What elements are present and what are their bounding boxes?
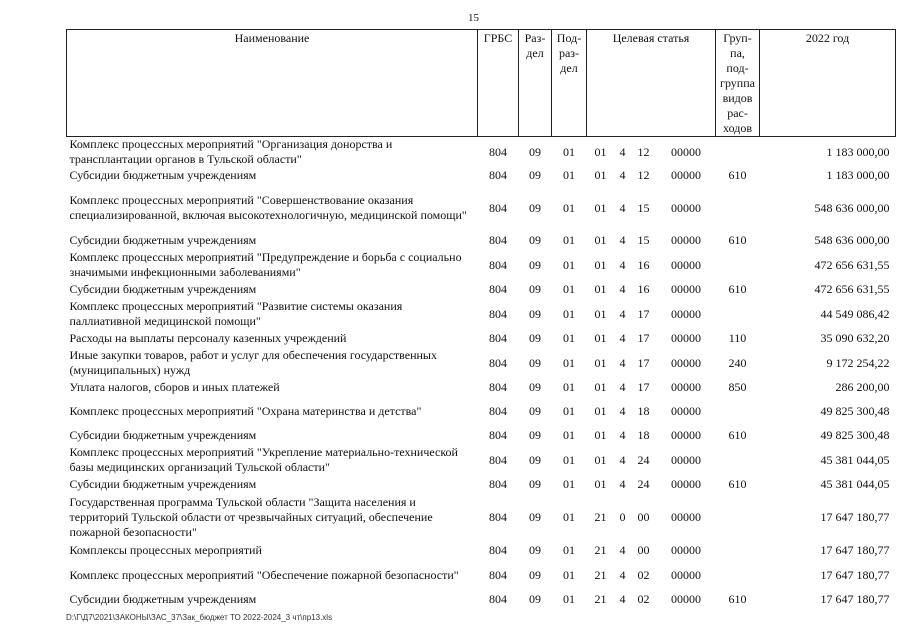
row-target-program: 21 — [594, 510, 607, 524]
row-razdel: 09 — [529, 306, 541, 321]
row-target-complex: 00 — [637, 543, 650, 557]
row-grbs: 804 — [489, 543, 507, 557]
row-amount: 17 647 180,77 — [820, 567, 890, 582]
row-expense-group: 610 — [728, 477, 747, 491]
row-expense-group: 610 — [728, 428, 747, 442]
row-target-program: 01 — [594, 477, 607, 491]
row-expense-group — [716, 298, 760, 330]
row-razdel: 09 — [529, 233, 541, 247]
row-target-program: 01 — [594, 355, 607, 370]
table-row — [67, 379, 896, 396]
row-target-program: 01 — [594, 257, 607, 272]
row-razdel: 09 — [529, 282, 541, 296]
row-razdel: 09 — [529, 592, 541, 606]
row-amount: 286 200,00 — [835, 380, 890, 394]
row-name: Уплата налогов, сборов и иных платежей — [69, 380, 280, 394]
row-target-complex: 17 — [637, 306, 650, 321]
row-target-type: 4 — [619, 306, 626, 321]
row-name: Комплекс процессных мероприятий "Развитие системы оказания паллиативной медицинской помощи" — [69, 299, 403, 328]
header-grbs: ГРБС — [478, 30, 519, 137]
row-target-type: 4 — [619, 477, 626, 491]
table-row — [67, 281, 896, 298]
row-target-type: 4 — [619, 380, 626, 394]
row-podrazdel: 01 — [563, 168, 575, 182]
table-row — [67, 347, 896, 379]
row-target-direction: 00000 — [671, 428, 701, 442]
row-podrazdel: 01 — [563, 144, 575, 159]
row-target-complex: 02 — [637, 567, 650, 582]
row-target-program: 01 — [594, 144, 607, 159]
row-target-complex: 16 — [637, 257, 650, 272]
row-target-type: 4 — [619, 355, 626, 370]
header-name: Наименование — [67, 30, 478, 137]
row-target-complex: 17 — [637, 355, 650, 370]
row-razdel: 09 — [529, 510, 541, 524]
row-name: Расходы на выплаты персоналу казенных учреждений — [69, 331, 347, 345]
row-target-program: 01 — [594, 404, 607, 418]
row-razdel: 09 — [529, 567, 541, 582]
row-expense-group — [716, 184, 760, 232]
row-expense-group: 850 — [728, 380, 747, 394]
row-grbs: 804 — [489, 282, 507, 296]
row-name: Комплекс процессных мероприятий "Организация донорства и трансплантации органов в Тульской области" — [69, 137, 393, 166]
row-target-complex: 02 — [637, 592, 650, 606]
table-row — [67, 542, 896, 559]
row-grbs: 804 — [489, 233, 507, 247]
row-target-direction: 00000 — [671, 355, 701, 370]
row-podrazdel: 01 — [563, 592, 575, 606]
row-target-type: 4 — [619, 592, 626, 606]
row-target-type: 4 — [619, 144, 626, 159]
row-target-complex: 18 — [637, 404, 650, 418]
row-amount: 1 183 000,00 — [826, 144, 890, 159]
row-amount: 548 636 000,00 — [814, 233, 890, 247]
row-expense-group: 610 — [728, 233, 747, 247]
row-target-type: 4 — [619, 543, 626, 557]
row-razdel: 09 — [529, 144, 541, 159]
row-target-program: 01 — [594, 306, 607, 321]
row-target-direction: 00000 — [671, 567, 701, 582]
row-podrazdel: 01 — [563, 282, 575, 296]
row-target-program: 01 — [594, 168, 607, 182]
row-name: Субсидии бюджетным учреждениям — [69, 428, 257, 442]
row-amount: 45 381 044,05 — [820, 477, 890, 491]
row-name: Комплекс процессных мероприятий "Совершенствование оказания специализированной, включая высокотехнологичную, медицинской помощи" — [69, 193, 467, 222]
table-row — [67, 249, 896, 281]
row-target-program: 01 — [594, 282, 607, 296]
row-amount: 17 647 180,77 — [820, 592, 890, 606]
row-target-type: 4 — [619, 282, 626, 296]
row-razdel: 09 — [529, 200, 541, 215]
table-row — [67, 493, 896, 542]
row-target-type: 4 — [619, 428, 626, 442]
row-expense-group — [716, 249, 760, 281]
row-podrazdel: 01 — [563, 477, 575, 491]
row-target-direction: 00000 — [671, 233, 701, 247]
row-amount: 1 183 000,00 — [826, 168, 890, 182]
row-target-direction: 00000 — [671, 257, 701, 272]
row-podrazdel: 01 — [563, 428, 575, 442]
budget-table — [66, 29, 896, 608]
row-name: Комплекс процессных мероприятий "Укрепление материально-технической базы медицинских организаций Тульской области" — [69, 445, 458, 474]
row-expense-group — [716, 137, 760, 168]
row-target-type: 4 — [619, 168, 626, 182]
row-amount: 472 656 631,55 — [814, 282, 890, 296]
row-grbs: 804 — [489, 567, 507, 582]
row-podrazdel: 01 — [563, 257, 575, 272]
row-name: Субсидии бюджетным учреждениям — [69, 168, 257, 182]
row-grbs: 804 — [489, 355, 507, 370]
row-expense-group: 610 — [728, 282, 747, 296]
row-podrazdel: 01 — [563, 306, 575, 321]
row-target-type: 4 — [619, 452, 626, 467]
table-row — [67, 591, 896, 608]
row-target-complex: 24 — [637, 477, 650, 491]
row-target-complex: 15 — [637, 200, 650, 215]
row-target-program: 01 — [594, 428, 607, 442]
row-expense-group — [716, 396, 760, 427]
row-target-program: 01 — [594, 233, 607, 247]
table-row — [67, 444, 896, 476]
row-grbs: 804 — [489, 168, 507, 182]
row-expense-group: 610 — [728, 168, 747, 182]
row-expense-group: 610 — [728, 592, 747, 606]
row-target-complex: 18 — [637, 428, 650, 442]
row-target-direction: 00000 — [671, 380, 701, 394]
row-razdel: 09 — [529, 428, 541, 442]
row-name: Государственная программа Тульской области "Защита населения и территорий Тульской области от чрезвычайных ситуаций, обеспечение пожарной безопасности" — [69, 495, 433, 539]
row-target-program: 01 — [594, 452, 607, 467]
row-target-direction: 00000 — [671, 282, 701, 296]
row-amount: 35 090 632,20 — [820, 331, 890, 345]
row-expense-group: 110 — [728, 331, 747, 345]
header-row — [67, 30, 896, 137]
table-row — [67, 137, 896, 168]
row-grbs: 804 — [489, 510, 507, 524]
row-razdel: 09 — [529, 380, 541, 394]
row-target-direction: 00000 — [671, 477, 701, 491]
row-target-direction: 00000 — [671, 510, 701, 524]
header-podrazdel: Под- раз- дел — [552, 30, 587, 137]
row-razdel: 09 — [529, 257, 541, 272]
row-target-complex: 15 — [637, 233, 650, 247]
row-expense-group — [716, 559, 760, 591]
row-target-program: 01 — [594, 331, 607, 345]
row-razdel: 09 — [529, 355, 541, 370]
row-target-direction: 00000 — [671, 404, 701, 418]
row-target-program: 21 — [594, 592, 607, 606]
row-name: Субсидии бюджетным учреждениям — [69, 477, 257, 491]
row-target-complex: 24 — [637, 452, 650, 467]
row-name: Иные закупки товаров, работ и услуг для обеспечения государственных (муниципальных) нужд — [69, 348, 437, 377]
row-podrazdel: 01 — [563, 355, 575, 370]
row-grbs: 804 — [489, 257, 507, 272]
row-target-program: 21 — [594, 567, 607, 582]
row-name: Комплекс процессных мероприятий "Предупреждение и борьба с социально значимыми инфекционными заболеваниями" — [69, 250, 462, 279]
row-name: Комплексы процессных мероприятий — [69, 543, 262, 557]
row-name: Комплекс процессных мероприятий "Охрана материнства и детства" — [69, 404, 422, 418]
header-razdel: Раз- дел — [519, 30, 552, 137]
row-name: Субсидии бюджетным учреждениям — [69, 233, 257, 247]
row-target-complex: 17 — [637, 331, 650, 345]
row-target-complex: 16 — [637, 282, 650, 296]
row-podrazdel: 01 — [563, 200, 575, 215]
row-grbs: 804 — [489, 331, 507, 345]
row-name: Субсидии бюджетным учреждениям — [69, 592, 257, 606]
row-target-type: 4 — [619, 233, 626, 247]
table-row — [67, 559, 896, 591]
row-target-direction: 00000 — [671, 543, 701, 557]
row-grbs: 804 — [489, 306, 507, 321]
row-expense-group: 240 — [728, 355, 747, 370]
row-expense-group — [716, 444, 760, 476]
row-podrazdel: 01 — [563, 404, 575, 418]
row-podrazdel: 01 — [563, 543, 575, 557]
table-row — [67, 184, 896, 232]
row-target-complex: 00 — [637, 510, 650, 524]
row-target-direction: 00000 — [671, 168, 701, 182]
row-amount: 49 825 300,48 — [820, 404, 890, 418]
row-target-type: 0 — [619, 510, 626, 524]
row-amount: 548 636 000,00 — [814, 200, 890, 215]
row-amount: 45 381 044,05 — [820, 452, 890, 467]
row-grbs: 804 — [489, 428, 507, 442]
row-grbs: 804 — [489, 200, 507, 215]
row-razdel: 09 — [529, 168, 541, 182]
row-target-complex: 12 — [637, 168, 650, 182]
row-target-direction: 00000 — [671, 331, 701, 345]
row-target-program: 21 — [594, 543, 607, 557]
row-target-complex: 17 — [637, 380, 650, 394]
row-target-program: 01 — [594, 200, 607, 215]
row-amount: 17 647 180,77 — [820, 543, 890, 557]
row-podrazdel: 01 — [563, 452, 575, 467]
row-podrazdel: 01 — [563, 510, 575, 524]
header-expense-group: Груп- па, под- группа видов рас- ходов — [716, 30, 760, 137]
row-name: Комплекс процессных мероприятий "Обеспечение пожарной безопасности" — [69, 567, 459, 582]
row-target-direction: 00000 — [671, 452, 701, 467]
table-row — [67, 232, 896, 249]
row-razdel: 09 — [529, 477, 541, 491]
table-row — [67, 427, 896, 444]
row-expense-group — [716, 493, 760, 542]
table-row — [67, 396, 896, 427]
row-amount: 49 825 300,48 — [820, 428, 890, 442]
row-target-direction: 00000 — [671, 306, 701, 321]
row-grbs: 804 — [489, 144, 507, 159]
row-target-direction: 00000 — [671, 144, 701, 159]
row-target-direction: 00000 — [671, 200, 701, 215]
header-target-article: Целевая статья — [587, 30, 716, 137]
row-podrazdel: 01 — [563, 567, 575, 582]
row-razdel: 09 — [529, 452, 541, 467]
row-amount: 17 647 180,77 — [820, 510, 890, 524]
row-grbs: 804 — [489, 452, 507, 467]
row-target-complex: 12 — [637, 144, 650, 159]
row-grbs: 804 — [489, 592, 507, 606]
row-target-type: 4 — [619, 200, 626, 215]
row-grbs: 804 — [489, 404, 507, 418]
row-amount: 472 656 631,55 — [814, 257, 890, 272]
row-grbs: 804 — [489, 477, 507, 491]
row-razdel: 09 — [529, 404, 541, 418]
row-podrazdel: 01 — [563, 331, 575, 345]
row-expense-group — [716, 542, 760, 559]
row-amount: 9 172 254,22 — [826, 355, 890, 370]
row-name: Субсидии бюджетным учреждениям — [69, 282, 257, 296]
row-podrazdel: 01 — [563, 233, 575, 247]
header-year: 2022 год — [760, 30, 896, 137]
row-target-direction: 00000 — [671, 592, 701, 606]
table-row — [67, 298, 896, 330]
file-path-footer: D:\Г\Д7\2021\ЗАКОНЫ\ЗАС_37\Зак_бюджет ТО 2022-2024_3 чт\пр13.xls — [66, 613, 333, 622]
table-row — [67, 330, 896, 347]
row-target-type: 4 — [619, 567, 626, 582]
row-target-program: 01 — [594, 380, 607, 394]
row-grbs: 804 — [489, 380, 507, 394]
row-target-type: 4 — [619, 331, 626, 345]
page-number: 15 — [468, 12, 479, 24]
table-row — [67, 167, 896, 184]
row-amount: 44 549 086,42 — [820, 306, 890, 321]
table-row — [67, 476, 896, 493]
row-target-type: 4 — [619, 257, 626, 272]
row-razdel: 09 — [529, 543, 541, 557]
row-razdel: 09 — [529, 331, 541, 345]
row-podrazdel: 01 — [563, 380, 575, 394]
row-target-type: 4 — [619, 404, 626, 418]
